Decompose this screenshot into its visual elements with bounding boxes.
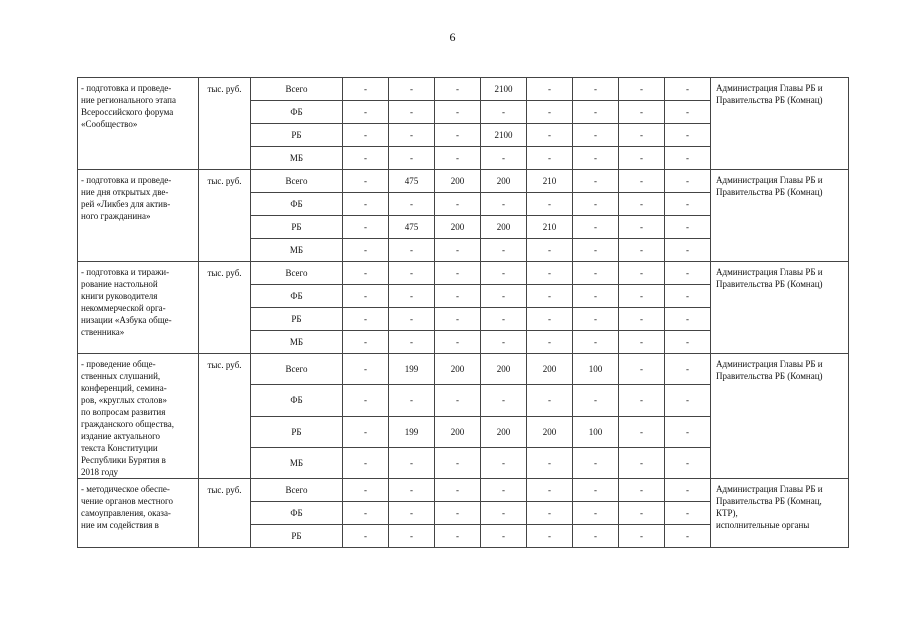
value-cell: - — [665, 416, 711, 447]
value-cell: - — [527, 78, 573, 101]
value-cell: 200 — [435, 216, 481, 239]
value-cell: - — [619, 479, 665, 502]
value-cell: - — [527, 525, 573, 548]
value-cell: - — [389, 385, 435, 416]
value-cell: 200 — [481, 216, 527, 239]
funding-source-cell: РБ — [251, 216, 343, 239]
value-cell: - — [665, 285, 711, 308]
table-row — [78, 262, 849, 285]
value-cell: - — [481, 239, 527, 262]
value-cell: - — [481, 502, 527, 525]
value-cell: - — [665, 147, 711, 170]
value-cell: - — [527, 262, 573, 285]
value-cell: - — [343, 147, 389, 170]
value-cell: - — [573, 308, 619, 331]
value-cell: - — [389, 502, 435, 525]
value-cell: - — [665, 385, 711, 416]
funding-source-cell: РБ — [251, 124, 343, 147]
value-cell: - — [527, 385, 573, 416]
value-cell: 2100 — [481, 78, 527, 101]
value-cell: - — [389, 101, 435, 124]
value-cell: - — [343, 354, 389, 385]
funding-source-cell: РБ — [251, 525, 343, 548]
table-row — [78, 170, 849, 193]
value-cell: - — [527, 479, 573, 502]
value-cell: - — [389, 78, 435, 101]
funding-source-cell: Всего — [251, 78, 343, 101]
value-cell: - — [435, 385, 481, 416]
value-cell: - — [665, 308, 711, 331]
funding-source-cell: ФБ — [251, 502, 343, 525]
value-cell: - — [573, 170, 619, 193]
value-cell: - — [527, 285, 573, 308]
event-description: - подготовка и проведе- ние дня открытых две- рей «Ликбез для актив- ного гражданина» — [78, 170, 199, 262]
value-cell: 475 — [389, 216, 435, 239]
value-cell: 200 — [435, 170, 481, 193]
value-cell: - — [619, 193, 665, 216]
value-cell: - — [527, 147, 573, 170]
value-cell: - — [573, 193, 619, 216]
value-cell: - — [389, 479, 435, 502]
value-cell: - — [619, 385, 665, 416]
value-cell: - — [435, 331, 481, 354]
table-row — [78, 78, 849, 101]
value-cell: - — [343, 170, 389, 193]
value-cell: 200 — [481, 354, 527, 385]
value-cell: 200 — [481, 170, 527, 193]
value-cell: 199 — [389, 416, 435, 447]
unit-cell: тыс. руб. — [199, 170, 251, 262]
value-cell: - — [619, 262, 665, 285]
value-cell: - — [573, 331, 619, 354]
value-cell: - — [619, 447, 665, 478]
funding-source-cell: Всего — [251, 354, 343, 385]
value-cell: - — [527, 447, 573, 478]
value-cell: - — [619, 502, 665, 525]
value-cell: - — [435, 502, 481, 525]
value-cell: - — [435, 101, 481, 124]
event-description: - методическое обеспе- чение органов местного самоуправления, оказа- ние им содействия в — [78, 479, 199, 548]
value-cell: - — [619, 354, 665, 385]
value-cell: - — [481, 193, 527, 216]
value-cell: - — [343, 479, 389, 502]
value-cell: - — [389, 308, 435, 331]
value-cell: - — [481, 447, 527, 478]
value-cell: - — [665, 101, 711, 124]
value-cell: - — [435, 124, 481, 147]
unit-cell: тыс. руб. — [199, 354, 251, 479]
value-cell: - — [619, 331, 665, 354]
value-cell: - — [619, 124, 665, 147]
value-cell: - — [573, 239, 619, 262]
funding-source-cell: Всего — [251, 170, 343, 193]
value-cell: - — [665, 525, 711, 548]
funding-source-cell: ФБ — [251, 193, 343, 216]
value-cell: - — [619, 239, 665, 262]
value-cell: - — [343, 502, 389, 525]
event-description: - подготовка и тиражи- рование настольной книги руководителя некоммерческой орга- низации «Азбука обще- ственника» — [78, 262, 199, 354]
value-cell: 100 — [573, 354, 619, 385]
value-cell: - — [343, 239, 389, 262]
value-cell: - — [573, 502, 619, 525]
value-cell: - — [665, 502, 711, 525]
value-cell: - — [527, 502, 573, 525]
funding-source-cell: ФБ — [251, 285, 343, 308]
executor-cell: Администрация Главы РБ и Правительства РБ (Комнац) — [711, 78, 849, 170]
funding-source-cell: МБ — [251, 147, 343, 170]
value-cell: - — [665, 479, 711, 502]
value-cell: - — [481, 308, 527, 331]
value-cell: - — [481, 147, 527, 170]
table-row — [78, 354, 849, 385]
funding-source-cell: Всего — [251, 479, 343, 502]
value-cell: - — [343, 216, 389, 239]
value-cell: - — [527, 124, 573, 147]
value-cell: 100 — [573, 416, 619, 447]
value-cell: - — [619, 147, 665, 170]
unit-cell: тыс. руб. — [199, 262, 251, 354]
value-cell: - — [665, 78, 711, 101]
value-cell: - — [573, 147, 619, 170]
value-cell: - — [619, 170, 665, 193]
value-cell: - — [481, 479, 527, 502]
value-cell: - — [481, 331, 527, 354]
value-cell: - — [343, 447, 389, 478]
value-cell: - — [619, 216, 665, 239]
value-cell: - — [665, 262, 711, 285]
value-cell: - — [343, 308, 389, 331]
value-cell: - — [435, 193, 481, 216]
value-cell: - — [573, 101, 619, 124]
value-cell: - — [343, 101, 389, 124]
value-cell: - — [527, 331, 573, 354]
value-cell: - — [481, 525, 527, 548]
value-cell: - — [343, 262, 389, 285]
value-cell: - — [665, 447, 711, 478]
value-cell: - — [619, 78, 665, 101]
value-cell: - — [435, 78, 481, 101]
funding-source-cell: МБ — [251, 239, 343, 262]
value-cell: - — [619, 285, 665, 308]
value-cell: - — [389, 262, 435, 285]
value-cell: - — [389, 447, 435, 478]
value-cell: - — [481, 262, 527, 285]
value-cell: - — [527, 308, 573, 331]
funding-source-cell: МБ — [251, 331, 343, 354]
value-cell: - — [573, 78, 619, 101]
value-cell: - — [573, 447, 619, 478]
value-cell: - — [665, 331, 711, 354]
value-cell: - — [435, 479, 481, 502]
value-cell: - — [665, 239, 711, 262]
funding-source-cell: ФБ — [251, 385, 343, 416]
value-cell: - — [389, 124, 435, 147]
value-cell: 210 — [527, 216, 573, 239]
value-cell: - — [343, 193, 389, 216]
value-cell: - — [481, 101, 527, 124]
value-cell: - — [389, 147, 435, 170]
event-description: - подготовка и проведе- ние регионального этапа Всероссийского форума «Сообщество» — [78, 78, 199, 170]
value-cell: 200 — [527, 416, 573, 447]
page-number: 6 — [449, 30, 456, 44]
value-cell: - — [573, 479, 619, 502]
value-cell: - — [389, 285, 435, 308]
value-cell: 200 — [527, 354, 573, 385]
value-cell: - — [573, 216, 619, 239]
funding-source-cell: МБ — [251, 447, 343, 478]
value-cell: - — [435, 262, 481, 285]
value-cell: - — [389, 193, 435, 216]
value-cell: - — [481, 285, 527, 308]
value-cell: - — [619, 525, 665, 548]
value-cell: 200 — [481, 416, 527, 447]
executor-cell: Администрация Главы РБ и Правительства РБ (Комнац, КТР), исполнительные органы — [711, 479, 849, 548]
value-cell: - — [573, 285, 619, 308]
value-cell: - — [527, 239, 573, 262]
value-cell: - — [435, 285, 481, 308]
value-cell: - — [389, 331, 435, 354]
value-cell: - — [573, 525, 619, 548]
value-cell: 475 — [389, 170, 435, 193]
funding-table — [77, 77, 849, 548]
value-cell: - — [343, 78, 389, 101]
executor-cell: Администрация Главы РБ и Правительства РБ (Комнац) — [711, 170, 849, 262]
executor-cell: Администрация Главы РБ и Правительства РБ (Комнац) — [711, 262, 849, 354]
value-cell: - — [389, 525, 435, 548]
value-cell: - — [665, 354, 711, 385]
value-cell: - — [665, 193, 711, 216]
executor-cell: Администрация Главы РБ и Правительства РБ (Комнац) — [711, 354, 849, 479]
value-cell: - — [435, 147, 481, 170]
value-cell: - — [619, 416, 665, 447]
value-cell: - — [435, 308, 481, 331]
funding-source-cell: РБ — [251, 308, 343, 331]
value-cell: - — [435, 239, 481, 262]
value-cell: - — [619, 101, 665, 124]
value-cell: - — [343, 285, 389, 308]
funding-source-cell: РБ — [251, 416, 343, 447]
value-cell: - — [527, 101, 573, 124]
value-cell: 200 — [435, 354, 481, 385]
value-cell: - — [619, 308, 665, 331]
value-cell: - — [343, 416, 389, 447]
table-row — [78, 479, 849, 502]
value-cell: - — [343, 331, 389, 354]
value-cell: - — [389, 239, 435, 262]
value-cell: 2100 — [481, 124, 527, 147]
value-cell: - — [343, 385, 389, 416]
funding-source-cell: ФБ — [251, 101, 343, 124]
value-cell: - — [573, 262, 619, 285]
unit-cell: тыс. руб. — [199, 479, 251, 548]
value-cell: - — [573, 385, 619, 416]
value-cell: 210 — [527, 170, 573, 193]
value-cell: - — [343, 525, 389, 548]
value-cell: - — [665, 216, 711, 239]
event-description: - проведение обще- ственных слушаний, конференций, семина- ров, «круглых столов» по вопросам развития гражданского общества, издание актуального текста Конституции Республики Бурятия в 2018 году — [78, 354, 199, 479]
value-cell: - — [343, 124, 389, 147]
value-cell: 199 — [389, 354, 435, 385]
value-cell: - — [665, 124, 711, 147]
value-cell: - — [435, 525, 481, 548]
value-cell: 200 — [435, 416, 481, 447]
funding-source-cell: Всего — [251, 262, 343, 285]
value-cell: - — [435, 447, 481, 478]
value-cell: - — [573, 124, 619, 147]
unit-cell: тыс. руб. — [199, 78, 251, 170]
value-cell: - — [527, 193, 573, 216]
value-cell: - — [665, 170, 711, 193]
value-cell: - — [481, 385, 527, 416]
